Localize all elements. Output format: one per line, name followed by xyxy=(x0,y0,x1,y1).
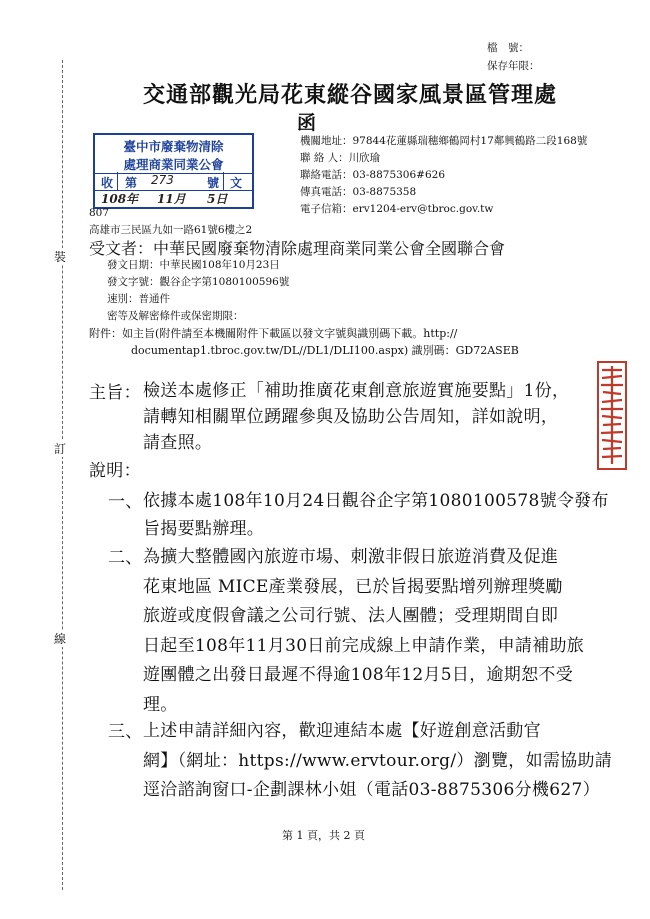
sender-email: 電子信箱：erv1204-erv@tbroc.gov.tw xyxy=(300,203,494,215)
attachment-line-1: 附件：如主旨(附件請至本機關附件下載區以發文字號與識別碼下載。http:// xyxy=(89,327,458,340)
attachment-label: 附件： xyxy=(89,327,122,340)
explanation-label: 說明： xyxy=(89,461,141,481)
issue-number: 發文字號：觀谷企字第1080100596號 xyxy=(107,276,290,288)
stamp-receipt-no-suffix: 號 xyxy=(207,176,220,190)
urgency: 速別：普通件 xyxy=(107,293,170,305)
retention-label: 保存年限： xyxy=(487,60,540,72)
stamp-receipt-doc: 文 xyxy=(230,176,243,190)
explanation-item-1: 依據本處108年10月24日觀谷企字第1080100578號令發布 旨揭要點辦理。 xyxy=(143,491,609,539)
stamp-divider-2 xyxy=(223,172,224,190)
stamp-divider xyxy=(117,172,118,190)
file-number-label: 檔 號： xyxy=(487,42,529,54)
sender-phone: 聯絡電話：03-8875306#626 xyxy=(300,169,446,181)
red-seal-stamp xyxy=(592,358,632,473)
binding-line xyxy=(62,60,63,890)
item-number: 一、 xyxy=(108,492,143,512)
stamp-receipt-row xyxy=(95,173,252,191)
item-number: 二、 xyxy=(108,548,143,568)
stamp-receipt-no-label: 第 xyxy=(125,176,138,190)
sender-info xyxy=(300,133,587,218)
explanation-item-3: 上述申請詳細內容，歡迎連結本處【好遊創意活動官 網】（網址：https://www.ervtour.org/）瀏覽，如需協助請 逕洽諮詢窗口-企劃課林小姐（電話03-8875306分機627） xyxy=(143,721,613,800)
stamp-receipt-prefix: 收 xyxy=(101,176,114,190)
subject-line: 請轉知相關單位踴躍參與及協助公告周知，詳如說明， xyxy=(143,407,559,427)
binding-mark-xian: 線 xyxy=(53,632,66,646)
binding-mark-ding: 訂 xyxy=(53,442,66,456)
recipient-line xyxy=(89,236,505,259)
classification: 密等及解密條件或保密期限： xyxy=(107,310,244,322)
stamp-date-year: 108年 xyxy=(101,192,139,206)
item-number: 三、 xyxy=(108,722,143,742)
subject-line: 請查照。 xyxy=(143,433,213,453)
recipient-address: 高雄市三民區九如一路61號6樓之2 xyxy=(89,224,253,236)
recipient-name: 中華民國廢棄物清除處理商業同業公會全國聯合會 xyxy=(153,239,506,258)
doc-meta xyxy=(107,257,289,325)
stamp-date-month: 11月 xyxy=(157,192,186,206)
sender-contact: 聯 絡 人：川欣瑜 xyxy=(300,152,381,164)
stamp-line-1: 臺中市廢棄物清除 xyxy=(123,139,224,154)
binding-mark-zhuang: 裝 xyxy=(53,250,66,264)
receipt-stamp xyxy=(93,133,254,209)
issue-date: 發文日期：中華民國108年10月23日 xyxy=(107,259,280,271)
recipient-label: 受文者： xyxy=(89,239,154,258)
org-title: 交通部觀光局花東縱谷國家風景區管理處 xyxy=(143,82,558,108)
stamp-line-2: 處理商業同業公會 xyxy=(123,157,224,172)
stamp-receipt-no: 273 xyxy=(151,173,174,187)
recipient-postcode: 807 xyxy=(89,207,110,219)
subject-body xyxy=(143,378,569,456)
page-number: 第 1 頁，共 2 頁 xyxy=(282,829,365,842)
explanation-item-2: 為擴大整體國內旅遊市場、刺激非假日旅遊消費及促進 花東地區 MICE產業發展，已於旨揭要點增列辦理獎勵 旅遊或度假會議之公司行號、法人團體；受理期間自即 日起至108年11月30日前完成線上申請作業，申請補助旅 遊團體之出發日最遲不得逾108年12月5日，逾期恕不受 理。 xyxy=(143,547,585,715)
attachment-line-2: documentap1.tbroc.gov.tw/DL//DL1/DLI100.aspx) 識別碼：GD72ASEB xyxy=(131,344,519,357)
sender-address: 機關地址：97844花蓮縣瑞穗鄉鶴岡村17鄰興鶴路二段168號 xyxy=(300,135,588,147)
doc-type: 函 xyxy=(297,112,317,134)
subject-label: 主旨： xyxy=(89,383,141,403)
stamp-date-day: 5日 xyxy=(207,192,228,206)
subject-line: 檢送本處修正「補助推廣花東創意旅遊實施要點」1份， xyxy=(143,381,570,401)
sender-fax: 傳真電話：03-8875358 xyxy=(300,186,417,198)
